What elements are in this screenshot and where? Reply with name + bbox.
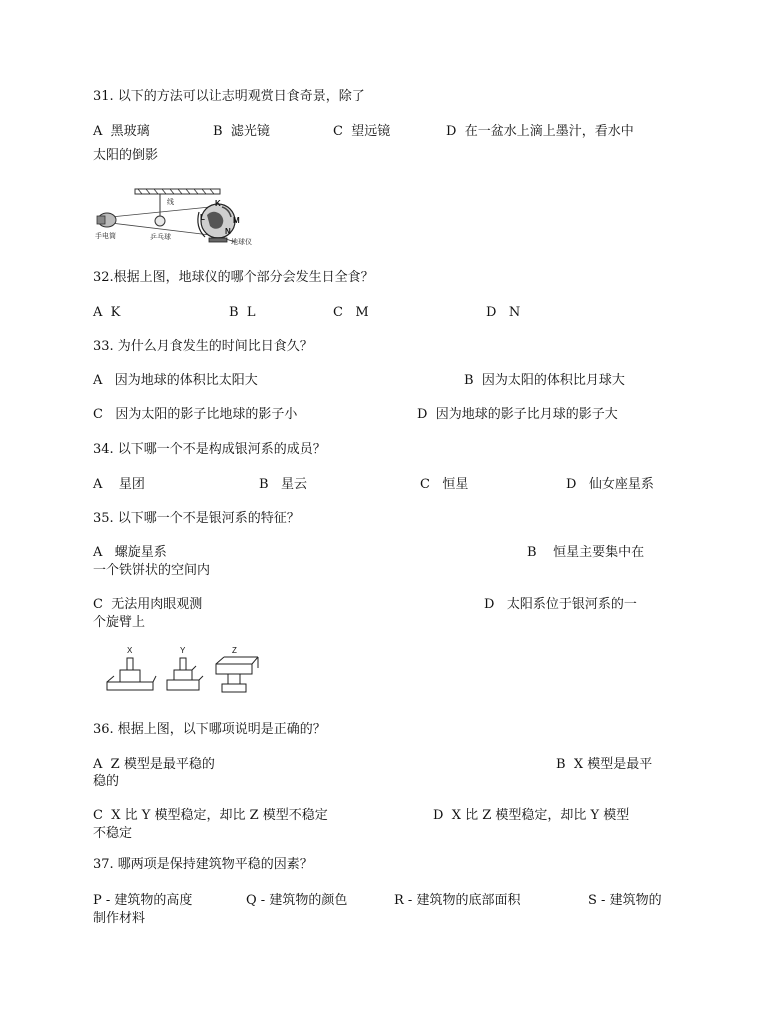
q31-option-d <box>446 124 634 140</box>
option-text: 因为太阳的影子比地球的影子小 <box>115 407 298 422</box>
option-text: 恒星 <box>442 477 469 492</box>
question-31: 31. 以下的方法可以让志明观赏日食奇景，除了 <box>93 89 365 104</box>
model-x <box>107 658 156 690</box>
q32-option-c <box>333 305 369 321</box>
option-text: K <box>110 305 121 320</box>
option-letter: S - <box>588 893 606 908</box>
q37-option-q <box>246 893 347 909</box>
model-y <box>167 658 203 690</box>
option-text: 仙女座星系 <box>588 477 654 492</box>
option-text: 因为太阳的体积比月球大 <box>481 373 625 388</box>
option-text: X 比 Z 模型稳定，却比 Y 模型 <box>451 808 630 823</box>
option-text: 建筑物的 <box>609 893 662 908</box>
q35-option-c <box>93 597 202 613</box>
q34-option-a <box>93 477 145 493</box>
option-letter: B <box>556 757 566 772</box>
q37-option-p <box>93 893 192 909</box>
option-text: X 模型是最平 <box>573 757 653 772</box>
option-letter: B <box>464 373 474 388</box>
label-x: X <box>127 646 133 655</box>
option-letter: D <box>486 305 497 320</box>
q32-option-a <box>93 305 120 321</box>
option-text: 建筑物的底部面积 <box>416 893 521 908</box>
option-text: 星云 <box>280 477 307 492</box>
option-letter: C <box>333 305 343 320</box>
q36-option-c <box>93 808 328 824</box>
label-l: L <box>200 213 205 222</box>
option-letter: B <box>229 305 239 320</box>
label-m: M <box>233 216 240 225</box>
q34-option-c <box>420 477 468 493</box>
label-line: 线 <box>167 199 174 206</box>
option-letter: C <box>93 808 103 823</box>
option-letter: B <box>527 545 537 560</box>
option-text: 因为地球的影子比月球的影子大 <box>435 407 618 422</box>
option-letter: D <box>433 808 444 823</box>
q36-option-b <box>556 757 652 773</box>
option-letter: D <box>446 124 457 139</box>
q35-option-d <box>484 597 637 613</box>
q36-option-a <box>93 757 215 773</box>
option-text: 黑玻璃 <box>110 124 150 139</box>
q35-option-a <box>93 545 167 561</box>
option-text: 因为地球的体积比太阳大 <box>114 373 258 388</box>
q34-option-d <box>566 477 654 493</box>
label-k: K <box>215 199 221 208</box>
q32-option-b <box>229 305 255 321</box>
option-letter: C <box>420 477 430 492</box>
question-32: 32.根据上图，地球仪的哪个部分会发生日全食？ <box>93 270 374 285</box>
option-text: 滤光镜 <box>230 124 270 139</box>
stability-models-figure <box>104 644 264 704</box>
q34-option-b <box>259 477 307 493</box>
option-text: N <box>508 305 521 320</box>
option-text: 太阳系位于银河系的一 <box>506 597 637 612</box>
option-text: 在一盆水上滴上墨汁，看水中 <box>464 124 634 139</box>
option-text: 星团 <box>118 477 145 492</box>
q33-option-c <box>93 407 297 423</box>
label-n: N <box>225 227 231 236</box>
option-letter: R - <box>394 893 413 908</box>
option-letter: B <box>259 477 269 492</box>
q31-option-c <box>333 124 390 140</box>
option-letter: D <box>417 407 428 422</box>
ping-pong-ball-icon <box>155 216 165 226</box>
option-text: M <box>355 305 369 320</box>
q35-option-d-continuation: 个旋臂上 <box>93 615 146 630</box>
q31-option-d-continuation: 太阳的倒影 <box>93 148 159 163</box>
label-flashlight: 手电筒 <box>95 233 116 240</box>
q31-option-a <box>93 124 150 140</box>
option-text: Z 模型是最平稳的 <box>110 757 215 772</box>
q31-option-b <box>213 124 270 140</box>
question-37: 37. 哪两项是保持建筑物平稳的因素？ <box>93 857 313 872</box>
q36-option-b-continuation: 稳的 <box>93 774 120 789</box>
option-text: 无法用肉眼观测 <box>111 597 203 612</box>
option-text: 望远镜 <box>351 124 391 139</box>
option-letter: P - <box>93 893 111 908</box>
option-letter: C <box>93 597 103 612</box>
q35-option-b <box>527 545 644 561</box>
q33-option-b <box>464 373 625 389</box>
option-letter: A <box>93 373 103 388</box>
eclipse-model-figure <box>95 187 265 249</box>
option-letter: D <box>566 477 577 492</box>
q37-option-r <box>394 893 520 909</box>
option-letter: A <box>93 124 103 139</box>
option-letter: C <box>333 124 343 139</box>
q36-option-d <box>433 808 629 824</box>
option-text: 建筑物的颜色 <box>269 893 348 908</box>
option-text: 建筑物的高度 <box>114 893 193 908</box>
option-letter: C <box>93 407 103 422</box>
model-z <box>216 657 258 692</box>
option-text: L <box>246 305 256 320</box>
option-letter: A <box>93 477 103 492</box>
q37-option-s-continuation: 制作材料 <box>93 911 146 926</box>
option-letter: D <box>484 597 495 612</box>
option-letter: B <box>213 124 223 139</box>
option-letter: A <box>93 757 103 772</box>
option-letter: Q - <box>246 893 266 908</box>
option-text: X 比 Y 模型稳定，却比 Z 模型不稳定 <box>111 808 328 823</box>
question-36: 36. 根据上图，以下哪项说明是正确的？ <box>93 722 326 737</box>
label-ball: 乒乓球 <box>150 234 171 241</box>
label-z: Z <box>232 646 237 655</box>
option-text: 螺旋星系 <box>114 545 167 560</box>
option-letter: A <box>93 305 103 320</box>
q33-option-d <box>417 407 618 423</box>
option-text: 恒星主要集中在 <box>553 545 645 560</box>
label-y: Y <box>180 646 186 655</box>
q33-option-a <box>93 373 258 389</box>
question-33: 33. 为什么月食发生的时间比日食久？ <box>93 339 313 354</box>
question-34: 34. 以下哪一个不是构成银河系的成员？ <box>93 442 326 457</box>
q32-option-d <box>486 305 520 321</box>
label-globe: 地球仪 <box>231 239 252 246</box>
question-35: 35. 以下哪一个不是银河系的特征？ <box>93 511 300 526</box>
q36-option-d-continuation: 不稳定 <box>93 826 133 841</box>
q35-option-b-continuation: 一个铁饼状的空间内 <box>93 563 211 578</box>
option-letter: A <box>93 545 103 560</box>
q37-option-s <box>588 893 662 909</box>
